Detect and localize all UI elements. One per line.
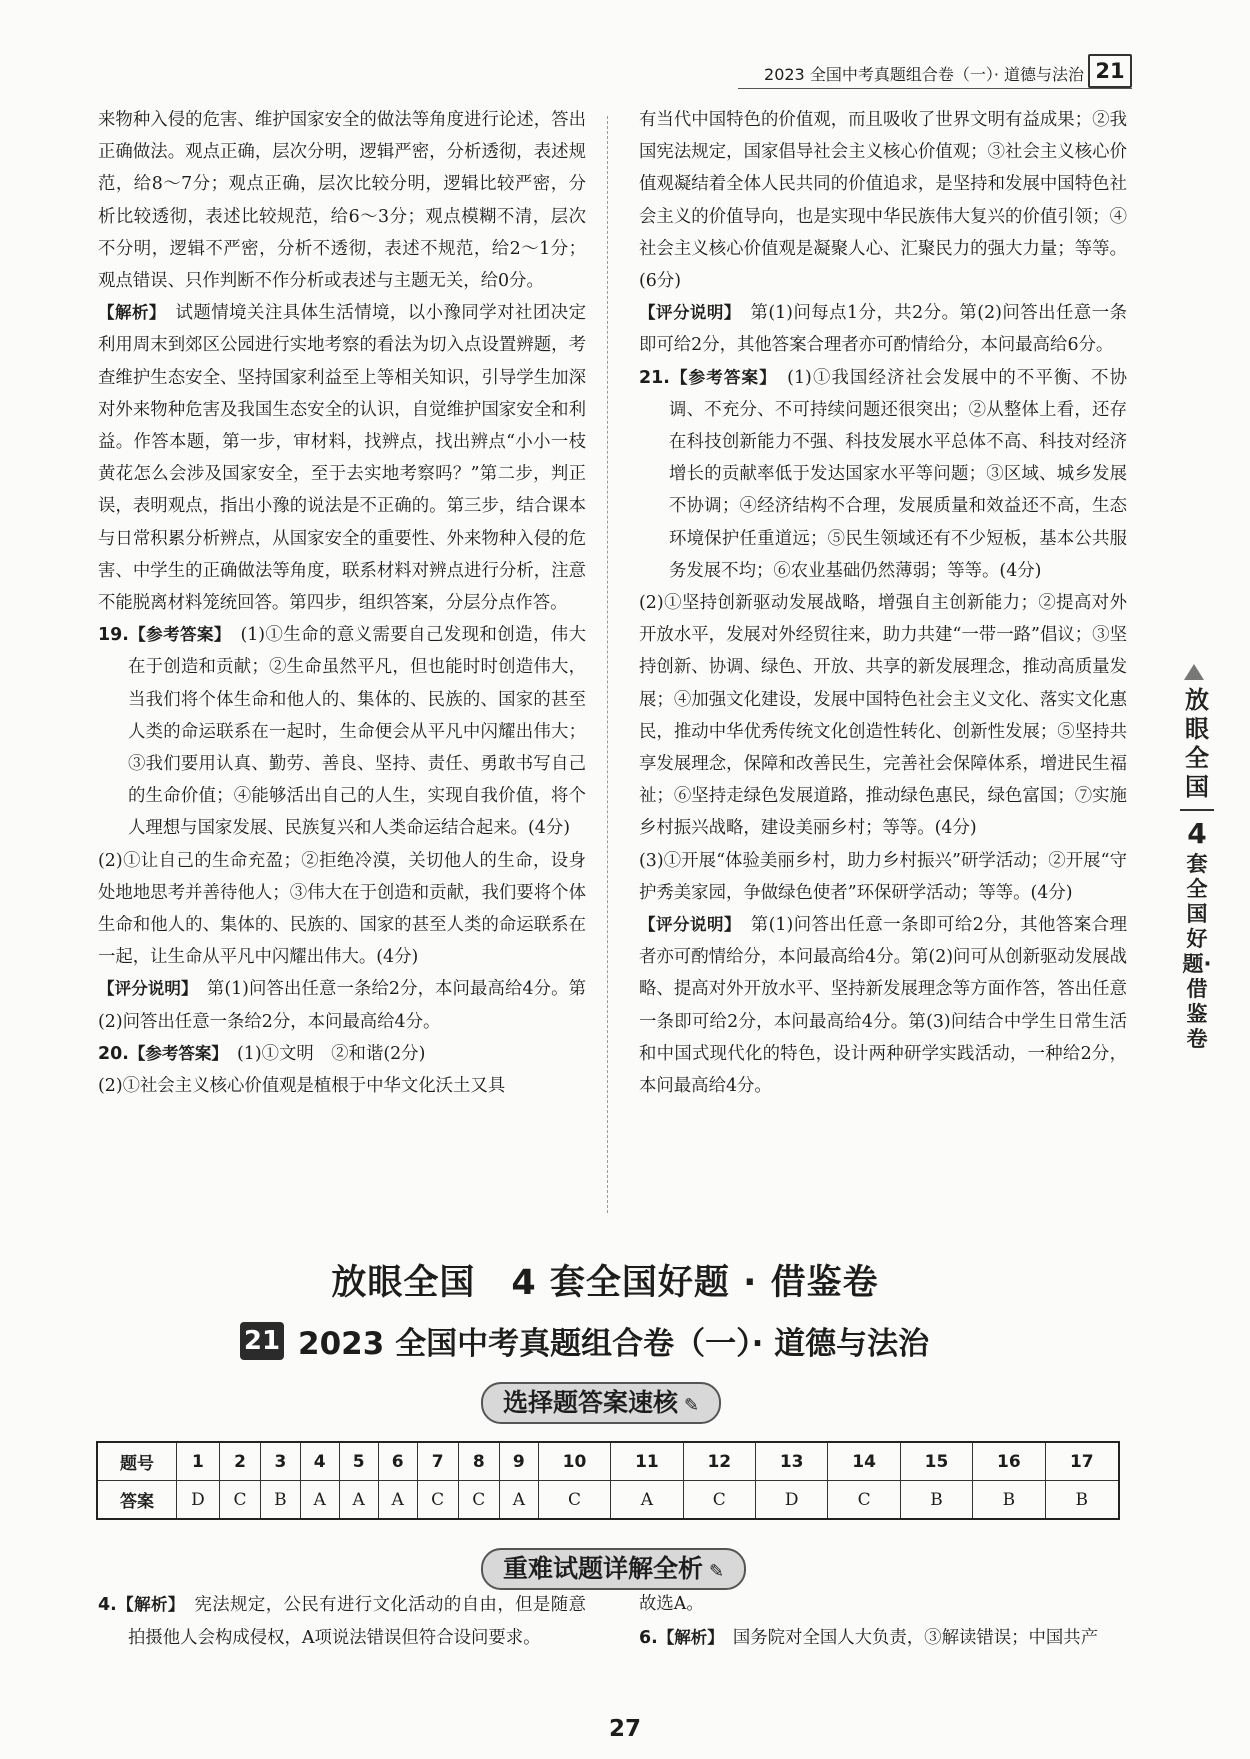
row-label-answer: 答案 <box>97 1481 177 1520</box>
question-number: 21. <box>639 367 670 388</box>
text-paragraph <box>98 845 586 974</box>
side-tab-rule <box>1180 809 1214 811</box>
question-paragraph <box>639 1621 1127 1655</box>
answer-cell: C <box>219 1481 260 1520</box>
answer-tag: 【解析】 <box>657 1628 716 1647</box>
pencil-icon: ✎ <box>709 1561 725 1582</box>
question-paragraph <box>98 1038 586 1070</box>
paragraph-text: 故选A。 <box>639 1594 704 1614</box>
analysis-tag: 【解析】 <box>116 1595 177 1614</box>
section-tag: 【解析】 <box>98 303 158 323</box>
paragraph-text: 第(1)问答出任意一条即可给2分，其他答案合理者亦可酌情给分，本问最高给4分。第(2)问可从创新驱动发展战略、提高对外开放水平、坚持新发展理念等方面作答，答出任意一条即可给2分，本问最高给4分。第(3)问结合中学生日常生活和中国式现代化的特色，设计两种研学实践活动，一种给2分，本问最高给4分。 <box>639 915 1128 1097</box>
detailed-analysis-label: 重难试题详解全析 <box>503 1554 704 1583</box>
paper-title-text: 2023 全国中考真题组合卷（一）· 道德与法治 <box>298 1326 930 1362</box>
answer-cell: D <box>177 1481 220 1520</box>
answer-cell: D <box>755 1481 827 1520</box>
question-number-cell: 12 <box>683 1442 755 1481</box>
section-title: 放眼全国 4 套全国好题 · 借鉴卷 <box>331 1263 879 1303</box>
question-number-cell: 15 <box>900 1442 972 1481</box>
text-paragraph <box>98 104 586 297</box>
answer-cell: C <box>828 1481 900 1520</box>
quick-answer-heading <box>481 1382 721 1424</box>
question-number-cell: 1 <box>177 1442 220 1481</box>
question-paragraph <box>98 619 586 844</box>
paragraph-text: (2)①社会主义核心价值观是植根于中华文化沃土又具 <box>98 1076 506 1097</box>
question-number-cell: 17 <box>1045 1442 1119 1481</box>
analysis-paragraph <box>98 1588 586 1655</box>
paragraph-text: (1)①生命的意义需要自己发现和创造，伟大在于创造和贡献；②生命虽然平凡，但也能时时创造伟大，当我们将个体生命和他人的、集体的、民族的、国家的甚至人类的命运联系在一起时，生命便会从平凡中闪耀出伟大；③我们要用认真、勤劳、善良、坚持、责任、勇敢书写自己的生命价值；④能够活出自己的人生，实现自我价值，将个人理想与国家发展、民族复兴和人类命运结合起来。(4分) <box>128 625 586 839</box>
paragraph-text: 第(1)问每点1分，共2分。第(2)问答出任意一条即可给2分，其他答案合理者亦可酌情给分，本问最高给6分。 <box>639 303 1127 356</box>
answer-cell: A <box>499 1481 538 1520</box>
answer-tag: 【参考答案】 <box>128 625 223 645</box>
paragraph-text: (2)①坚持创新驱动发展战略，增强自主创新能力；②提高对外开放水平，发展对外经贸往来，助力共建“一带一路”倡议；③坚持创新、协调、绿色、开放、共享的新发展理念，推动高质量发展；④加强文化建设，发展中国特色社会主义文化、落实文化惠民，推动中华优秀传统文化创造性转化、创新性发展；⑤坚持共享发展理念，保障和改善民生，完善社会保障体系，增进民生福祉；⑥坚持走绿色发展道路，推动绿色惠民，绿色富国；⑦实施乡村振兴战略，建设美丽乡村；等等。(4分) <box>639 593 1127 839</box>
side-tab-title: 放眼全国 <box>1185 686 1209 801</box>
paper-badge: 21 <box>240 1322 284 1360</box>
section-tag: 【评分说明】 <box>639 915 733 935</box>
question-paragraph <box>639 362 1127 587</box>
answer-cell: A <box>611 1481 683 1520</box>
question-number-cell: 8 <box>458 1442 499 1481</box>
paragraph-text: (1)①我国经济社会发展中的不平衡、不协调、不充分、不可持续问题还很突出；②从整体上看，还存在科技创新能力不强、科技发展水平总体不高、科技对经济增长的贡献率低于发达国家水平等问题；③区域、城乡发展不协调；④经济结构不合理，发展质量和效益还不高，生态环境保护任重道远；⑤民生领域还有不少短板，基本公共服务发展不均；⑥农业基础仍然薄弱；等等。(4分) <box>669 367 1127 581</box>
bottom-right-column <box>639 1588 1127 1655</box>
side-tab-number: 4 <box>1187 817 1207 850</box>
column-divider <box>607 116 608 1213</box>
right-column <box>639 104 1127 1102</box>
question-number-cell: 16 <box>973 1442 1045 1481</box>
text-paragraph <box>639 104 1127 297</box>
answer-cell: B <box>1045 1481 1119 1520</box>
question-number: 19. <box>98 625 129 646</box>
text-paragraph <box>639 1588 1127 1621</box>
page-header <box>738 52 1132 88</box>
tagged-paragraph <box>98 297 586 619</box>
section-tag: 【评分说明】 <box>98 979 190 999</box>
question-number-cell: 11 <box>611 1442 683 1481</box>
answer-tag: 【参考答案】 <box>669 367 769 387</box>
left-column <box>98 104 586 1102</box>
answer-cell: A <box>339 1481 378 1520</box>
answer-cell: C <box>683 1481 755 1520</box>
header-title: 2023 全国中考真题组合卷（一）· 道德与法治 <box>764 65 1084 84</box>
tagged-paragraph <box>98 973 586 1037</box>
answer-tag: 【参考答案】 <box>128 1043 220 1063</box>
tagged-paragraph <box>639 909 1127 1102</box>
question-number-cell: 10 <box>538 1442 610 1481</box>
bottom-left-column <box>98 1588 586 1655</box>
paragraph-text: 有当代中国特色的价值观，而且吸收了世界文明有益成果；②我国宪法规定，国家倡导社会主义核心价值观；③社会主义核心价值观凝结着全体人民共同的价值追求，是坚持和发展中国特色社会主义的价值导向，也是实现中华民族伟大复兴的价值引领；④社会主义核心价值观是凝聚人心、汇聚民力的强大力量；等等。(6分) <box>639 110 1127 292</box>
side-tab-subtitle <box>1178 816 1216 1052</box>
question-number: 6. <box>639 1628 658 1648</box>
question-number-cell: 9 <box>499 1442 538 1481</box>
paragraph-text: (3)①开展“体验美丽乡村，助力乡村振兴”研学活动；②开展“守护秀美家园，争做绿色使者”环保研学活动；等等。(4分) <box>639 850 1127 903</box>
header-page-badge: 21 <box>1088 54 1132 88</box>
text-paragraph <box>639 845 1127 909</box>
paper-title <box>240 1318 929 1370</box>
answer-cell: B <box>261 1481 301 1520</box>
answer-cell: A <box>300 1481 339 1520</box>
side-tab-subtitle-text: 套全国好题·借鉴卷 <box>1182 852 1212 1051</box>
table-row-numbers <box>97 1442 1119 1481</box>
detailed-analysis-heading <box>481 1548 746 1590</box>
paragraph-text: 国务院对全国人大负责，③解读错误；中国共产 <box>732 1628 1099 1648</box>
section-tag: 【评分说明】 <box>639 303 733 323</box>
triangle-icon <box>1184 664 1204 680</box>
table-row-answers <box>97 1481 1119 1520</box>
question-number-cell: 7 <box>417 1442 458 1481</box>
question-number-cell: 4 <box>300 1442 339 1481</box>
question-number-cell: 6 <box>378 1442 417 1481</box>
side-tab <box>1172 664 1222 1051</box>
answer-cell: C <box>538 1481 610 1520</box>
answer-cell: C <box>458 1481 499 1520</box>
paragraph-text: (1)①文明 ②和谐(2分) <box>236 1043 426 1064</box>
answer-cell: C <box>417 1481 458 1520</box>
answer-cell: A <box>378 1481 417 1520</box>
text-paragraph <box>98 1070 586 1102</box>
text-paragraph <box>639 587 1127 845</box>
paragraph-text: (2)①让自己的生命充盈；②拒绝冷漠，关切他人的生命，设身处地地思考并善待他人；③伟大在于创造和贡献，我们要将个体生命和他人的、集体的、民族的、国家的甚至人类的命运联系在一起，让生命从平凡中闪耀出伟大。(4分) <box>98 850 586 968</box>
question-number: 4. <box>98 1595 117 1615</box>
question-number-cell: 13 <box>755 1442 827 1481</box>
question-number: 20. <box>98 1043 129 1064</box>
question-number-cell: 2 <box>219 1442 260 1481</box>
tagged-paragraph <box>639 297 1127 361</box>
paragraph-text: 第(1)问答出任意一条给2分，本问最高给4分。第(2)问答出任意一条给2分，本问最高给4分。 <box>98 979 587 1032</box>
answer-table <box>96 1441 1120 1520</box>
analysis-text: 宪法规定，公民有进行文化活动的自由，但是随意拍摄他人会构成侵权，A项说法错误但符合设问要求。 <box>128 1595 586 1648</box>
answer-cell: B <box>900 1481 972 1520</box>
page-number: 27 <box>608 1716 641 1742</box>
question-number-cell: 3 <box>261 1442 301 1481</box>
header-rule <box>738 88 1132 89</box>
pencil-icon: ✎ <box>684 1395 700 1416</box>
quick-answer-label: 选择题答案速核 <box>503 1388 679 1417</box>
answer-cell: B <box>973 1481 1045 1520</box>
paragraph-text: 试题情境关注具体生活情境，以小豫同学对社团决定利用周末到郊区公园进行实地考察的看法为切入点设置辨题，考查维护生态安全、坚持国家利益至上等相关知识，引导学生加深对外来物种危害及我国生态安全的认识，自觉维护国家安全和利益。作答本题，第一步，审材料，找辨点，找出辨点“小小一枝黄花怎么会涉及国家安全，至于去实地考察吗？”第二步，判正误，表明观点，指出小豫的说法是不正确的。第三步，结合课本与日常积累分析辨点，从国家安全的重要性、外来物种入侵的危害、中学生的正确做法等角度，联系材料对辨点进行分析，注意不能脱离材料笼统回答。第四步，组织答案，分层分点作答。 <box>98 303 586 614</box>
paragraph-text: 来物种入侵的危害、维护国家安全的做法等角度进行论述，答出正确做法。观点正确，层次分明，逻辑严密，分析透彻，表述规范，给8～7分；观点正确，层次比较分明，逻辑比较严密，分析比较透彻，表述比较规范，给6～3分；观点模糊不清，层次不分明，逻辑不严密，分析不透彻，表述不规范，给2～1分；观点错误、只作判断不作分析或表述与主题无关，给0分。 <box>98 110 586 292</box>
question-number-cell: 5 <box>339 1442 378 1481</box>
question-number-cell: 14 <box>828 1442 900 1481</box>
row-label-number: 题号 <box>97 1442 177 1481</box>
